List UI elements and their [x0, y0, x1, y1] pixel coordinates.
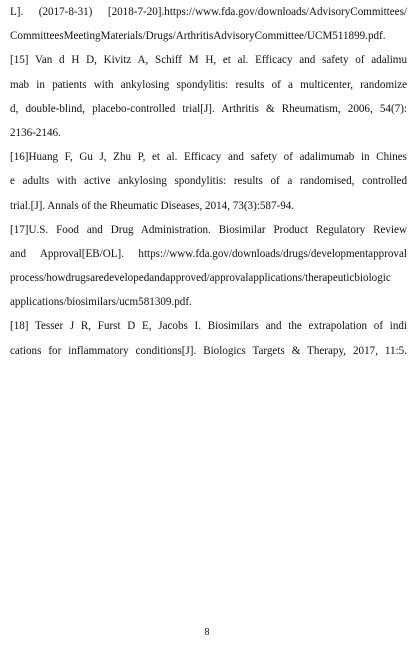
reference-line: mab in patients with ankylosing spondylitis: results of a multicenter, randomize [10, 78, 407, 91]
reference-entry-16 [10, 145, 407, 218]
reference-entry-17 [10, 218, 407, 315]
reference-entry-14-continued [10, 0, 407, 48]
reference-line: d, double-blind, placebo-controlled trial[J]. Arthritis & Rheumatism, 2006, 54(7): [10, 102, 407, 115]
reference-line: CommitteesMeetingMaterials/Drugs/ArthritisAdvisoryCommittee/UCM511899.pdf. [10, 30, 386, 43]
reference-line: process/howdrugsaredevelopedandapproved/approvalapplications/therapeuticbiologic [10, 272, 391, 285]
reference-entry-15 [10, 48, 407, 145]
page-number: 8 [204, 627, 210, 638]
reference-line: [16]Huang F, Gu J, Zhu P, et al. Efficacy and safety of adalimumab in Chines [10, 151, 407, 164]
reference-line: [17]U.S. Food and Drug Administration. Biosimilar Product Regulatory Review [10, 223, 407, 236]
reference-entry-18 [10, 314, 407, 362]
reference-line: e adults with active ankylosing spondylitis: results of a randomised, controlled [10, 175, 407, 188]
reference-line: 2136-2146. [10, 126, 61, 139]
reference-line: cations for inflammatory conditions[J]. Biologics Targets & Therapy, 2017, 11:5. [10, 344, 407, 357]
reference-line: applications/biosimilars/ucm581309.pdf. [10, 296, 192, 309]
reference-list [10, 0, 407, 363]
reference-line: trial.[J]. Annals of the Rheumatic Diseases, 2014, 73(3):587-94. [10, 199, 295, 212]
reference-line: L]. (2017-8-31) [2018-7-20].https://www.fda.gov/downloads/AdvisoryCommittees/ [10, 6, 407, 18]
reference-line: and Approval[EB/OL]. https://www.fda.gov/downloads/drugs/developmentapproval [10, 247, 407, 260]
reference-line: [15] Van d H D, Kivitz A, Schiff M H, et al. Efficacy and safety of adalimu [10, 54, 407, 67]
reference-line: [18] Tesser J R, Furst D E, Jacobs I. Biosimilars and the extrapolation of indi [10, 320, 407, 333]
